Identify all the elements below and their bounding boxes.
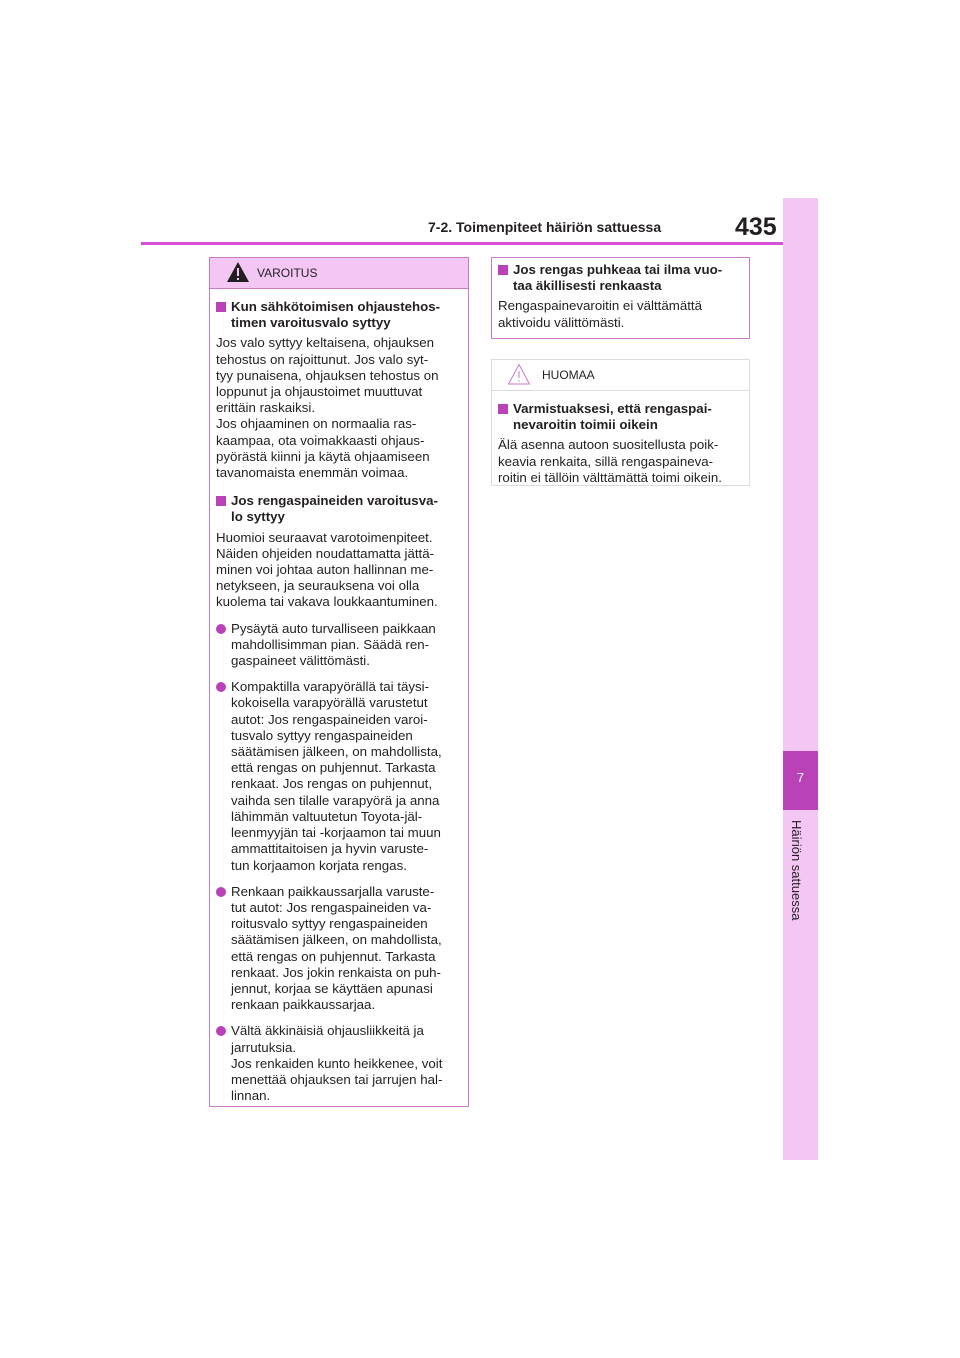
notice-heading: Varmistuaksesi, että rengaspai- nevaroitin toimii oikein bbox=[498, 401, 743, 433]
square-bullet-icon bbox=[216, 302, 226, 312]
round-bullet-icon bbox=[216, 887, 226, 897]
list-item: Vältä äkkinäisiä ohjausliikkeitä ja jarrutuksia. Jos renkaiden kunto heikkenee, voit menettää ohjauksen tai jarrujen hal- linnan. bbox=[216, 1023, 462, 1104]
round-bullet-icon bbox=[216, 1026, 226, 1036]
warning-box bbox=[209, 257, 469, 1107]
warning-section-text: Huomioi seuraavat varotoimenpiteet. Näiden ohjeiden noudattamatta jättä- minen voi johtaa auton hallinnan me- netykseen, ja seurauksena voi olla kuolema tai vakava loukkaantuminen. bbox=[216, 529, 438, 610]
square-bullet-icon bbox=[498, 265, 508, 275]
notice-box bbox=[491, 359, 750, 486]
chapter-title: Häiriön sattuessa bbox=[789, 820, 804, 921]
list-item: Renkaan paikkaussarjalla varuste- tut autot: Jos rengaspaineiden va- roitusvalo syttyy rengaspaineiden säätämisen jälkeen, on mahdollista, että rengas on puhjennut. Tarkasta renkaat. Jos jokin renkaista on puh- jennut, korjaa se käyttäen apunasi renkaan paikkaussarjaa. bbox=[216, 884, 462, 1014]
page-number: 435 bbox=[735, 213, 777, 241]
chapter-side-tab[interactable] bbox=[783, 198, 818, 1160]
warning-section-heading: Kun sähkötoimisen ohjaustehos- timen varoitusvalo syttyy bbox=[216, 299, 462, 331]
list-item: Kompaktilla varapyörällä tai täysi- kokoisella varapyörällä varustetut autot: Jos rengaspaineiden varoi- tusvalo syttyy rengaspaineiden säätämisen jälkeen, on mahdollista, että rengas on puhjennut. Tarkasta renkaat. Jos rengas on puhjennut, vaihda sen tilalle varapyörä ja anna lähimmän valtuutetun Toyota-jäl- leenmyyjän tai -korjaamon tai muun ammattitaitoisen ja hyvin varuste- tun korjaamon korjata rengas. bbox=[216, 679, 462, 873]
notice-label: HUOMAA bbox=[542, 368, 595, 382]
caution-triangle-icon bbox=[507, 363, 531, 385]
warning-box-header bbox=[210, 258, 468, 289]
info-box-text: Rengaspainevaroitin ei välttämättä aktivoidu välittömästi. bbox=[498, 298, 703, 330]
list-item: Pysäytä auto turvalliseen paikkaan mahdollisimman pian. Säädä ren- gaspaineet välittömästi. bbox=[216, 621, 462, 670]
notice-box-header bbox=[492, 360, 749, 391]
warning-triangle-icon bbox=[226, 261, 250, 283]
notice-text: Älä asenna autoon suositellusta poik- keavia renkaita, sillä rengaspaineva- roitin ei tällöin välttämättä toimi oikein. bbox=[498, 437, 722, 485]
square-bullet-icon bbox=[216, 496, 226, 506]
chapter-number: 7 bbox=[796, 770, 805, 785]
info-box-heading: Jos rengas puhkeaa tai ilma vuo- taa äkillisesti renkaasta bbox=[498, 262, 743, 294]
warning-section-text: Jos valo syttyy keltaisena, ohjauksen tehostus on rajoittunut. Jos valo syt- tyy punaisena, ohjauksen tehostus on loppunut ja ohjaustoimet muuttuvat erittäin raskaiksi. Jos ohjaaminen on normaalia ras- kaampaa, ota voimakkaasti ohjaus- pyörästä kiinni ja käytä ohjaamiseen tavanomaista enemmän voimaa. bbox=[216, 335, 439, 481]
section-title: 7-2. Toimenpiteet häiriön sattuessa bbox=[428, 219, 662, 235]
warning-label: VAROITUS bbox=[257, 266, 318, 280]
header-divider bbox=[141, 242, 783, 245]
warning-section-heading: Jos rengaspaineiden varoitusva- lo syttyy bbox=[216, 493, 462, 525]
info-box bbox=[491, 257, 750, 339]
square-bullet-icon bbox=[498, 404, 508, 414]
round-bullet-icon bbox=[216, 682, 226, 692]
round-bullet-icon bbox=[216, 624, 226, 634]
